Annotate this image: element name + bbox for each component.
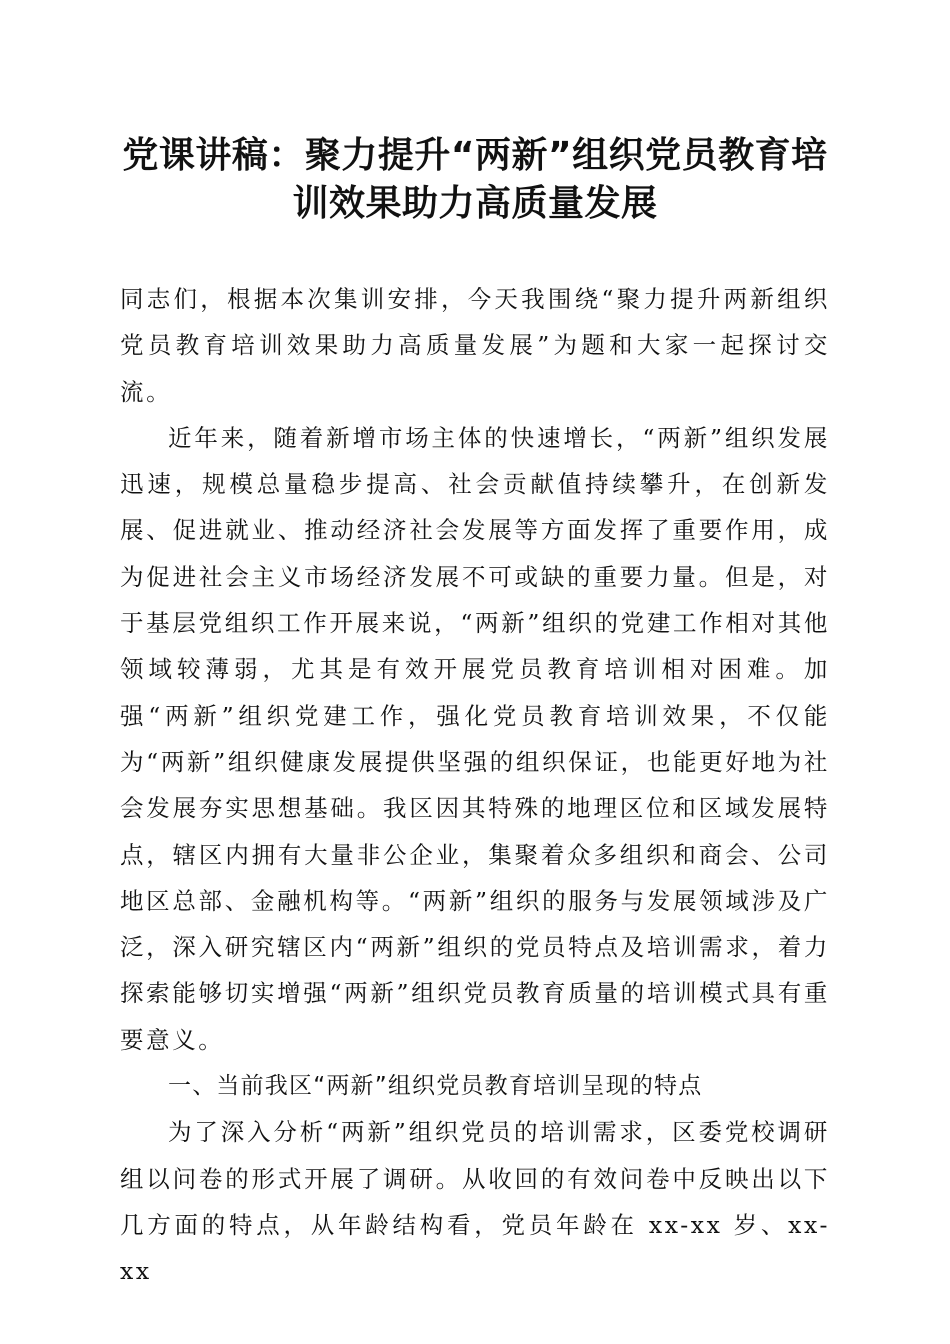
title-line-2: 训效果助力高质量发展 xyxy=(292,183,658,224)
document-body xyxy=(120,276,830,1295)
section-heading-1: 一、当前我区“两新”组织党员教育培训呈现的特点 xyxy=(168,1073,703,1100)
paragraph-opening: 同志们，根据本次集训安排，今天我围绕“聚力提升两新组织党员教育培训效果助力高质量发展”为题和大家一起探讨交流。 xyxy=(120,285,830,406)
document-title xyxy=(110,132,840,228)
paragraph-background: 近年来，随着新增市场主体的快速增长，“两新”组织发展迅速，规模总量稳步提高、社会贡献值持续攀升，在创新发展、促进就业、推动经济社会发展等方面发挥了重要作用，成为促进社会主义市场经济发展不可或缺的重要力量。但是，对于基层党组织工作开展来说，“两新”组织的党建工作相对其他领域较薄弱，尤其是有效开展党员教育培训相对困难。加强“两新”组织党建工作，强化党员教育培训效果，不仅能为“两新”组织健康发展提供坚强的组织保证，也能更好地为社会发展夯实思想基础。我区因其特殊的地理区位和区域发展特点，辖区内拥有大量非公企业，集聚着众多组织和商会、公司地区总部、金融机构等。“两新”组织的服务与发展领域涉及广泛，深入研究辖区内“两新”组织的党员特点及培训需求，着力探索能够切实增强“两新”组织党员教育质量的培训模式具有重要意义。 xyxy=(120,423,830,1054)
paragraph-section1: 为了深入分析“两新”组织党员的培训需求，区委党校调研组以问卷的形式开展了调研。从收回的有效问卷中反映出以下几方面的特点，从年龄结构看，党员年龄在 xx-xx 岁、xx-xx xyxy=(120,1118,830,1286)
title-line-1: 党课讲稿：聚力提升“两新”组织党员教育培 xyxy=(122,135,828,176)
